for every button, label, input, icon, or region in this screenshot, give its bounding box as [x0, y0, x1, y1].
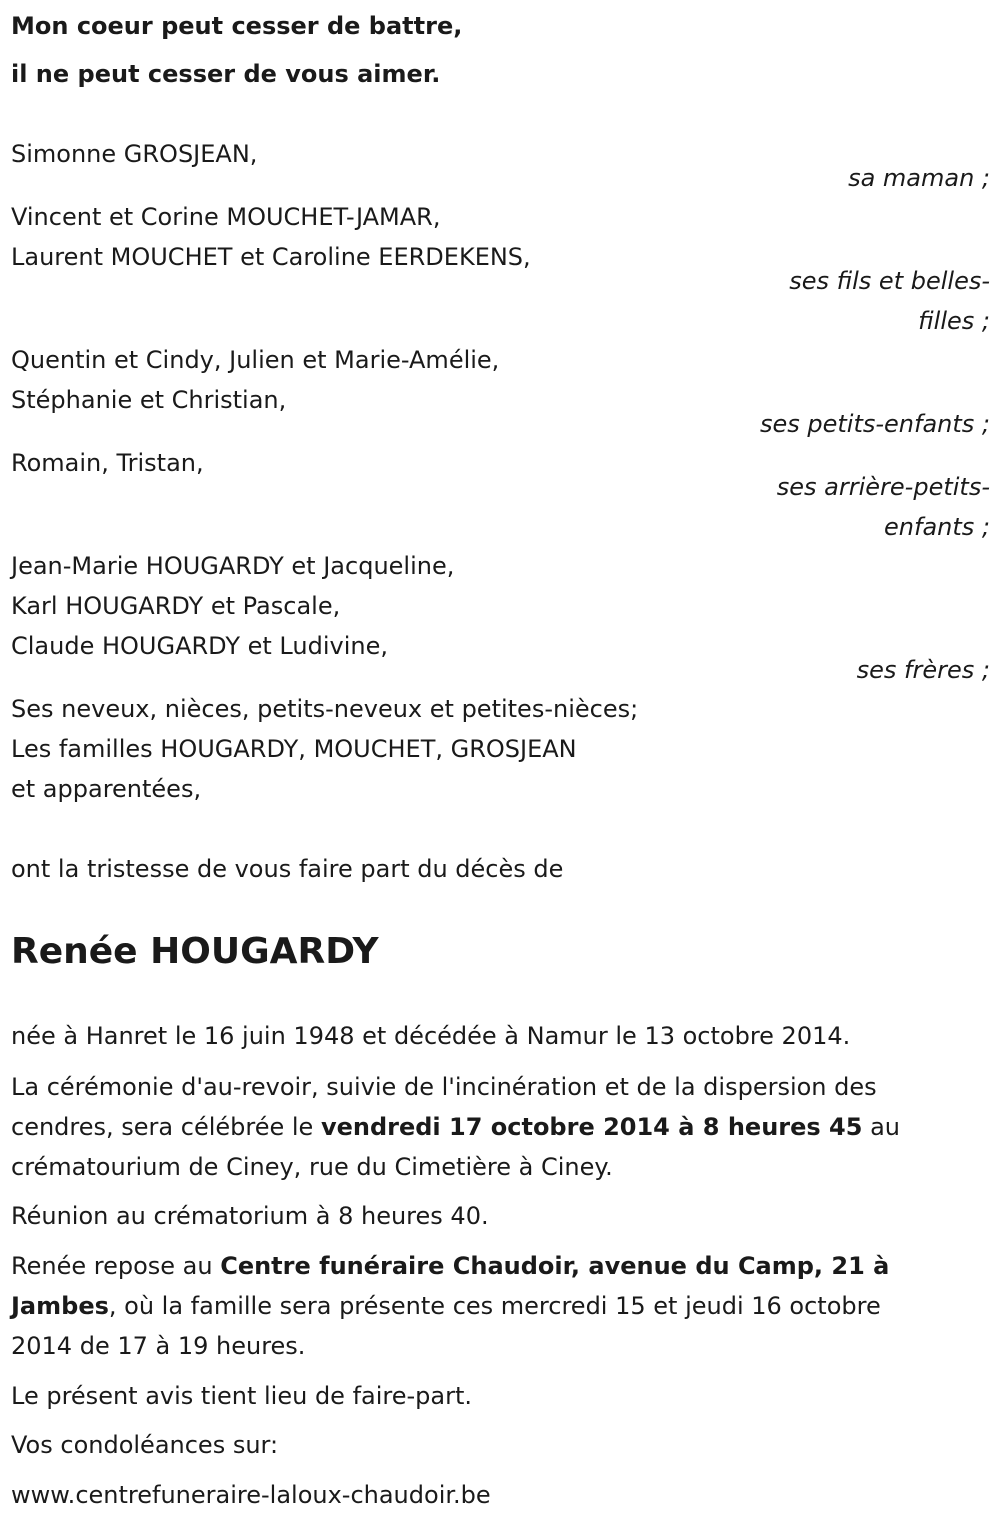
others-line-3: et apparentées,	[11, 775, 202, 803]
repose-pre: Renée repose au	[11, 1252, 221, 1280]
ceremony-line-1: La cérémonie d'au-revoir, suivie de l'incinération et de la dispersion des	[11, 1073, 877, 1101]
ceremony-date: vendredi 17 octobre 2014 à 8 heures 45	[320, 1113, 863, 1141]
sons-line-2: Laurent MOUCHET et Caroline EERDEKENS,	[11, 243, 531, 271]
ceremony-line-2-post: au	[862, 1113, 900, 1141]
brothers-line-2: Karl HOUGARDY et Pascale,	[11, 592, 341, 620]
great-grandchildren: Romain, Tristan,	[11, 449, 204, 477]
epigraph-line-1: Mon coeur peut cesser de battre,	[11, 12, 463, 40]
mother-name: Simonne GROSJEAN,	[11, 140, 258, 168]
great-grandchildren-relation-line-2: enfants ;	[884, 513, 990, 541]
repose-line-3: 2014 de 17 à 19 heures.	[11, 1332, 306, 1360]
sons-line-1: Vincent et Corine MOUCHET-JAMAR,	[11, 203, 441, 231]
birth-death-text: née à Hanret le 16 juin 1948 et décédée à Namur le 13 octobre 2014.	[11, 1022, 851, 1050]
grandchildren-line-2: Stéphanie et Christian,	[11, 386, 287, 414]
ceremony-line-2	[11, 1107, 900, 1147]
ceremony-line-2-pre: cendres, sera célébrée le	[11, 1113, 321, 1141]
repose-line-2	[11, 1286, 881, 1326]
announcement-text: ont la tristesse de vous faire part du décès de	[11, 855, 564, 883]
meeting-text: Réunion au crématorium à 8 heures 40.	[11, 1202, 489, 1230]
website-link[interactable]: www.centrefuneraire-laloux-chaudoir.be	[11, 1481, 491, 1509]
notice-text: Le présent avis tient lieu de faire-part.	[11, 1382, 473, 1410]
repose-place-line-1: Centre funéraire Chaudoir, avenue du Camp, 21 à	[220, 1252, 890, 1280]
deceased-name: Renée HOUGARDY	[11, 931, 379, 972]
brothers-line-1: Jean-Marie HOUGARDY et Jacqueline,	[11, 552, 455, 580]
brothers-line-3: Claude HOUGARDY et Ludivine,	[11, 632, 388, 660]
repose-place-line-2: Jambes	[11, 1292, 109, 1320]
sons-relation-line-1: ses fils et belles-	[789, 267, 990, 295]
repose-line-1	[11, 1246, 889, 1286]
others-line-1: Ses neveux, nièces, petits-neveux et petites-nièces;	[11, 695, 639, 723]
grandchildren-line-1: Quentin et Cindy, Julien et Marie-Amélie,	[11, 346, 500, 374]
repose-post-line-2: , où la famille sera présente ces mercredi 15 et jeudi 16 octobre	[108, 1292, 881, 1320]
brothers-relation: ses frères ;	[856, 656, 990, 684]
condolences-label: Vos condoléances sur:	[11, 1431, 279, 1459]
ceremony-line-3: crématourium de Ciney, rue du Cimetière à Ciney.	[11, 1153, 613, 1181]
others-line-2: Les familles HOUGARDY, MOUCHET, GROSJEAN	[11, 735, 577, 763]
epigraph-line-2: il ne peut cesser de vous aimer.	[11, 60, 441, 88]
mother-relation: sa maman ;	[848, 164, 990, 192]
sons-relation-line-2: filles ;	[918, 307, 990, 335]
grandchildren-relation: ses petits-enfants ;	[759, 410, 990, 438]
great-grandchildren-relation-line-1: ses arrière-petits-	[776, 473, 990, 501]
